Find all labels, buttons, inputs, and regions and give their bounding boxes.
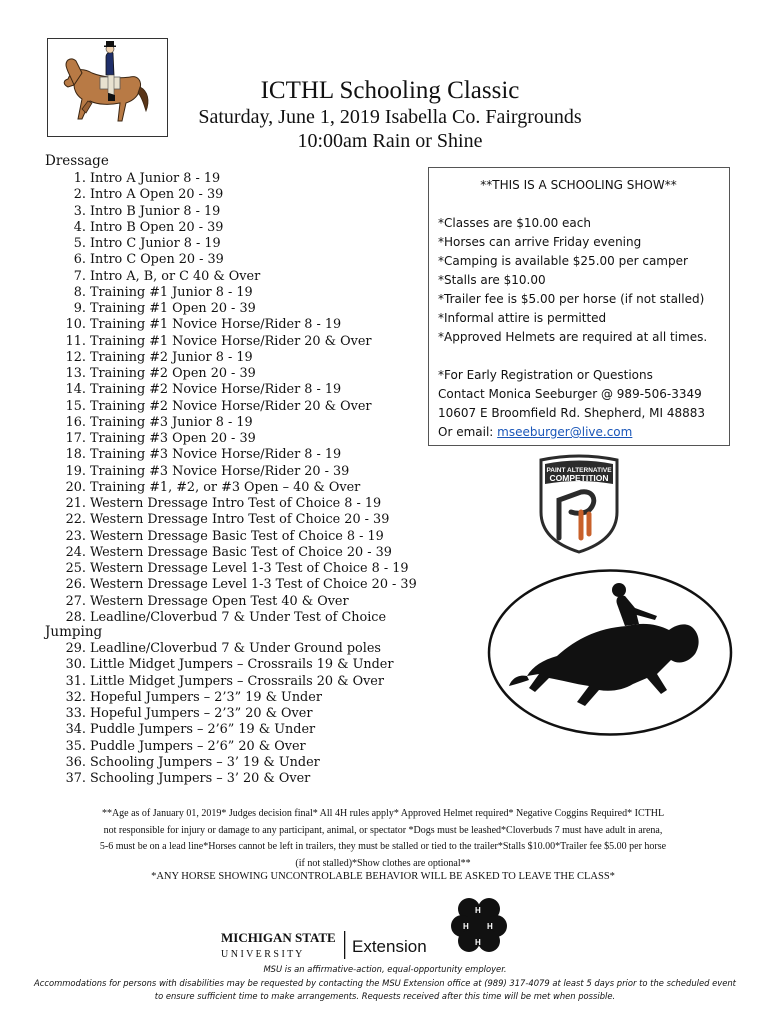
class-item xyxy=(65,577,417,593)
badge-text-line1: PAINT ALTERNATIVE xyxy=(546,467,612,474)
class-item xyxy=(65,722,394,738)
class-name: Intro A Open 20 - 39 xyxy=(90,187,224,203)
class-number: 9. xyxy=(73,301,86,316)
msu-extension-logo xyxy=(221,929,436,961)
four-h-clover-icon xyxy=(448,895,510,957)
svg-text:H: H xyxy=(463,922,469,931)
event-date-location: Saturday, June 1, 2019 Isabella Co. Fairgrounds xyxy=(198,106,582,128)
class-name: Western Dressage Intro Test of Choice 8 - 19 xyxy=(90,496,382,511)
class-item xyxy=(65,689,394,706)
class-item xyxy=(65,754,394,771)
class-item xyxy=(65,349,417,366)
class-item xyxy=(73,236,417,252)
class-number: 22. xyxy=(65,512,86,528)
email-line xyxy=(438,423,719,442)
paint-alternative-competition-badge xyxy=(537,454,621,554)
footer-eeo-statement: MSU is an affirmative-action, equal-opportunity employer. xyxy=(263,964,507,974)
jumping-class-list xyxy=(65,641,394,787)
email-link[interactable]: mseeburger@live.com xyxy=(497,425,633,439)
class-number: 37. xyxy=(65,771,86,786)
notes-line: 5-6 must be on a lead line*Horses cannot be left in trailers, they must be stalled or tied to the trailer*Stalls $10.00*Trailer fee $5.00 per horse xyxy=(99,841,667,852)
class-name: Training #2 Open 20 - 39 xyxy=(90,366,256,381)
info-box-heading: **THIS IS A SCHOOLING SHOW** xyxy=(480,178,677,192)
info-line: *Camping is available $25.00 per camper xyxy=(438,254,688,268)
class-item xyxy=(73,219,417,236)
class-name: Western Dressage Level 1-3 Test of Choice 20 - 39 xyxy=(90,577,417,593)
svg-text:H: H xyxy=(475,906,481,915)
class-name: Training #1 Novice Horse/Rider 8 - 19 xyxy=(90,317,342,333)
dressage-section-label: Dressage xyxy=(45,153,109,169)
class-number: 29. xyxy=(65,641,86,656)
contact-line: 10607 E Broomfield Rd. Shepherd, MI 48883 xyxy=(438,406,706,420)
info-line: *Horses can arrive Friday evening xyxy=(438,235,642,249)
class-number: 15. xyxy=(65,398,86,414)
class-number: 13. xyxy=(65,366,86,381)
class-name: Intro C Junior 8 - 19 xyxy=(90,236,221,251)
event-time: 10:00am Rain or Shine xyxy=(297,130,483,152)
class-number: 7. xyxy=(73,268,86,284)
class-number: 14. xyxy=(65,382,86,398)
class-item xyxy=(65,512,417,528)
info-line: *Classes are $10.00 each xyxy=(438,216,591,230)
class-name: Training #3 Novice Horse/Rider 8 - 19 xyxy=(90,447,342,463)
behavior-warning: *ANY HORSE SHOWING UNCONTROLABLE BEHAVIOR WILL BE ASKED TO LEAVE THE CLASS* xyxy=(151,871,615,882)
class-item xyxy=(65,561,417,577)
class-name: Intro C Open 20 - 39 xyxy=(90,252,224,268)
class-item xyxy=(65,382,417,398)
class-number: 21. xyxy=(65,496,86,511)
class-number: 12. xyxy=(65,349,86,365)
class-name: Leadline/Cloverbud 7 & Under Test of Choice xyxy=(90,609,387,625)
class-name: Intro A, B, or C 40 & Over xyxy=(90,268,261,284)
class-item xyxy=(65,593,417,610)
class-name: Training #2 Novice Horse/Rider 20 & Over xyxy=(90,398,372,414)
class-name: Intro B Junior 8 - 19 xyxy=(90,203,221,219)
class-name: Western Dressage Intro Test of Choice 20 - 39 xyxy=(90,512,390,528)
class-name: Training #3 Novice Horse/Rider 20 - 39 xyxy=(90,463,350,479)
class-name: Training #2 Junior 8 - 19 xyxy=(90,349,253,365)
class-name: Training #3 Open 20 - 39 xyxy=(90,431,256,446)
class-name: Intro A Junior 8 - 19 xyxy=(90,171,221,186)
info-line: *Trailer fee is $5.00 per horse (if not stalled) xyxy=(438,292,705,306)
notes-line: **Age as of January 01, 2019* Judges decision final* All 4H rules apply* Approved Helmet required* Negative Coggins Required* ICTHL xyxy=(101,808,665,819)
class-item xyxy=(65,463,417,480)
jumping-horse-image xyxy=(487,568,733,737)
class-number: 17. xyxy=(65,431,86,446)
class-number: 4. xyxy=(73,219,86,235)
msu-name: MICHIGAN STATE xyxy=(221,930,336,945)
class-number: 34. xyxy=(65,722,86,738)
class-item xyxy=(65,414,417,431)
class-item xyxy=(65,544,417,561)
class-item xyxy=(73,171,417,187)
event-title: ICTHL Schooling Classic xyxy=(260,77,520,104)
class-number: 19. xyxy=(65,463,86,479)
class-number: 35. xyxy=(65,738,86,754)
class-item xyxy=(65,609,417,626)
class-name: Hopeful Jumpers – 2’3” 20 & Over xyxy=(90,706,313,721)
class-number: 31. xyxy=(65,673,86,689)
dressage-horse-logo xyxy=(47,38,168,137)
info-line: *Approved Helmets are required at all times. xyxy=(438,330,708,344)
class-item xyxy=(65,673,394,690)
schooling-show-info-box xyxy=(428,167,730,446)
class-number: 30. xyxy=(65,657,86,673)
notes-line: not responsible for injury or damage to any participant, animal, or spectator *Dogs must be leashed*Cloverbuds 7 must have adult in arena, xyxy=(103,824,663,836)
class-number: 10. xyxy=(65,317,86,333)
class-name: Western Dressage Basic Test of Choice 8 - 19 xyxy=(90,528,384,544)
email-prefix: Or email: xyxy=(438,425,498,439)
msu-university: U N I V E R S I T Y xyxy=(221,949,303,960)
class-number: 36. xyxy=(65,754,86,770)
class-name: Training #1 Open 20 - 39 xyxy=(90,301,256,316)
jumping-section-label: Jumping xyxy=(45,624,103,640)
class-number: 16. xyxy=(65,414,86,430)
class-item xyxy=(65,771,394,787)
class-name: Leadline/Cloverbud 7 & Under Ground poles xyxy=(90,641,381,656)
class-number: 11. xyxy=(65,333,86,349)
class-number: 23. xyxy=(65,528,86,544)
contact-line: *For Early Registration or Questions xyxy=(438,368,653,382)
class-item xyxy=(73,268,417,285)
class-name: Training #2 Novice Horse/Rider 8 - 19 xyxy=(90,382,342,398)
class-item xyxy=(65,447,417,463)
msu-extension-label: Extension xyxy=(352,937,427,956)
class-number: 3. xyxy=(73,203,86,219)
class-item xyxy=(65,479,417,496)
class-number: 32. xyxy=(65,689,86,705)
class-number: 5. xyxy=(73,236,86,251)
svg-text:H: H xyxy=(475,938,481,947)
class-item xyxy=(65,333,417,350)
class-number: 25. xyxy=(65,561,86,576)
class-item xyxy=(65,528,417,545)
class-name: Training #1 Junior 8 - 19 xyxy=(90,284,253,300)
class-number: 27. xyxy=(65,593,86,609)
class-name: Western Dressage Open Test 40 & Over xyxy=(90,593,349,609)
contact-line: Contact Monica Seeburger @ 989-506-3349 xyxy=(438,387,702,401)
show-rules-notes xyxy=(38,806,728,872)
class-name: Little Midget Jumpers – Crossrails 20 & Over xyxy=(90,673,384,689)
class-item xyxy=(73,284,417,301)
class-number: 18. xyxy=(65,447,86,463)
class-name: Little Midget Jumpers – Crossrails 19 & Under xyxy=(90,657,394,673)
notes-line: (if not stalled)*Show clothes are optional** xyxy=(295,857,471,869)
class-item xyxy=(65,431,417,447)
class-item xyxy=(65,738,394,755)
class-name: Western Dressage Level 1-3 Test of Choice 8 - 19 xyxy=(90,561,409,576)
class-item xyxy=(73,203,417,220)
dressage-horse-icon xyxy=(48,39,167,136)
info-line: *Stalls are $10.00 xyxy=(438,273,546,287)
class-name: Intro B Open 20 - 39 xyxy=(90,219,224,235)
dressage-class-list xyxy=(65,171,417,626)
class-number: 26. xyxy=(65,577,86,593)
class-number: 1. xyxy=(73,171,86,186)
info-line: *Informal attire is permitted xyxy=(438,311,607,325)
class-item xyxy=(65,706,394,722)
class-number: 24. xyxy=(65,544,86,560)
jumping-horse-icon xyxy=(487,568,733,737)
class-item xyxy=(73,187,417,203)
class-item xyxy=(73,252,417,268)
class-number: 6. xyxy=(73,252,86,268)
class-item xyxy=(65,641,394,657)
svg-text:H: H xyxy=(487,922,493,931)
class-name: Schooling Jumpers – 3’ 19 & Under xyxy=(90,754,320,770)
class-name: Training #3 Junior 8 - 19 xyxy=(90,414,253,430)
class-item xyxy=(65,496,417,512)
badge-text-line2: COMPETITION xyxy=(549,473,609,483)
class-number: 33. xyxy=(65,706,86,721)
four-h-clover-logo xyxy=(448,895,510,957)
class-name: Hopeful Jumpers – 2’3” 19 & Under xyxy=(90,689,322,705)
class-item xyxy=(65,398,417,415)
class-name: Schooling Jumpers – 3’ 20 & Over xyxy=(90,771,311,786)
class-name: Western Dressage Basic Test of Choice 20 - 39 xyxy=(90,544,392,560)
class-number: 20. xyxy=(65,479,86,495)
class-item xyxy=(73,301,417,317)
footer-accommodations-cont: to ensure sufficient time to make arrangements. Requests received after this time will be met when possible. xyxy=(154,991,616,1001)
class-number: 8. xyxy=(73,284,86,300)
class-number: 28. xyxy=(65,609,86,625)
class-name: Puddle Jumpers – 2’6” 20 & Over xyxy=(90,738,306,754)
footer-accommodations: Accommodations for persons with disabilities may be requested by contacting the MSU Extension office at (989) 317-4079 at least 5 days prior to the scheduled event xyxy=(34,978,736,988)
class-name: Puddle Jumpers – 2’6” 19 & Under xyxy=(90,722,316,738)
class-number: 2. xyxy=(73,187,86,203)
class-item xyxy=(65,657,394,673)
class-item xyxy=(65,366,417,382)
class-name: Training #1, #2, or #3 Open – 40 & Over xyxy=(90,479,361,495)
class-item xyxy=(65,317,417,333)
class-name: Training #1 Novice Horse/Rider 20 & Over xyxy=(90,333,372,349)
